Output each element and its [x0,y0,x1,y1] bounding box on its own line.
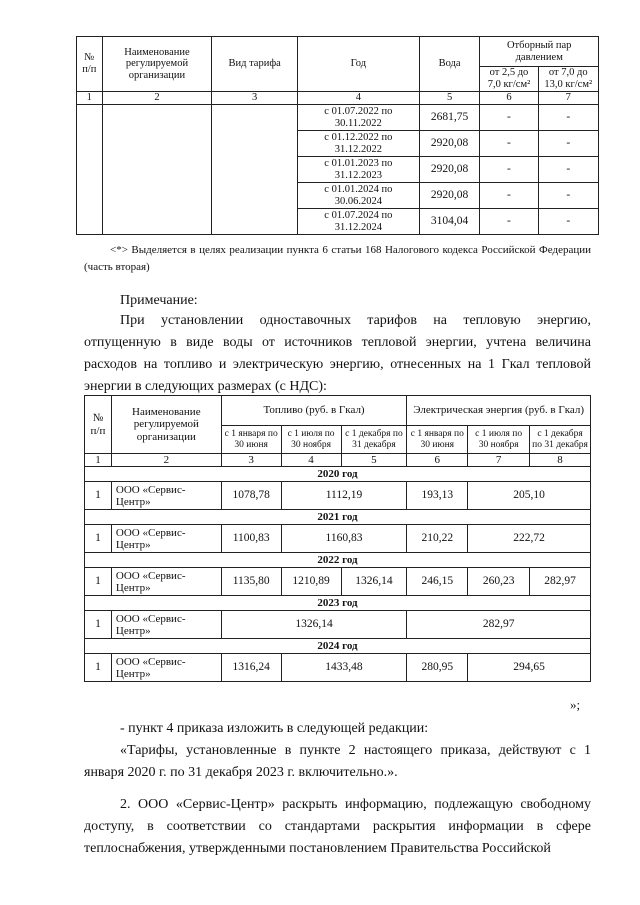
water-cell: 3104,04 [419,209,480,235]
steam-b-cell: - [538,209,598,235]
table-row [85,482,591,510]
col-number: 2 [102,92,212,105]
col-number: 6 [480,92,538,105]
col-number: 5 [419,92,480,105]
header-period-2: с 1 июля по 30 ноября [468,426,530,454]
table-row [85,654,591,682]
header-water: Вода [419,37,480,92]
col-number: 7 [538,92,598,105]
header-tariff-type: Вид тарифа [212,37,298,92]
steam-b-cell: - [538,183,598,209]
fuel-cell: 1135,80 [221,568,281,596]
header-num: № п/п [85,396,112,454]
row-num: 1 [85,654,112,682]
steam-a-cell: - [480,105,538,131]
org-cell: ООО «Сервис-Центр» [111,482,221,510]
row-num: 1 [85,568,112,596]
org-cell: ООО «Сервис-Центр» [111,525,221,553]
steam-a-cell: - [480,131,538,157]
elec-cell: 260,23 [468,568,530,596]
header-period-1: с 1 января по 30 июня [407,426,468,454]
header-fuel: Топливо (руб. в Гкал) [221,396,407,426]
header-period-3: с 1 декабря по 31 декабря [530,426,591,454]
elec-cell: 210,22 [407,525,468,553]
table-row [85,525,591,553]
header-num: № п/п [77,37,103,92]
water-cell: 2920,08 [419,183,480,209]
header-period-3: с 1 декабря по 31 декабря [341,426,407,454]
elec-cell: 222,72 [468,525,591,553]
elec-cell: 282,97 [407,611,591,639]
paragraph-2: 2. ООО «Сервис-Центр» раскрыть информацию, подлежащую свободному доступу, в соответствии со стандартами раскрытия информации в сфере теплоснабжения, утвержденными постановлением Правительства Российской [84,797,591,856]
header-period-1: с 1 января по 30 июня [221,426,281,454]
fuel-cell: 1326,14 [221,611,407,639]
row-num: 1 [85,525,112,553]
header-electricity: Электрическая энергия (руб. в Гкал) [407,396,591,426]
col-number: 6 [407,454,468,467]
elec-cell: 294,65 [468,654,591,682]
note-text: При установлении одноставочных тарифов на тепловую энергию, отпущенную в виде воды от источников тепловой энергии, учтена величина расходов на топливо и электрическую энергию, отнесенных на 1 Гкал тепловой энергии в следующих размерах (с НДС): [84,313,591,394]
elec-cell: 193,13 [407,482,468,510]
water-cell: 2681,75 [419,105,480,131]
steam-b-cell: - [538,157,598,183]
col-number: 4 [297,92,419,105]
col-number: 3 [212,92,298,105]
col-number: 5 [341,454,407,467]
fuel-cell: 1433,48 [281,654,407,682]
year-header: 2021 год [85,510,591,525]
header-steam-b: от 7,0 до 13,0 кг/см² [538,67,598,92]
fuel-cell: 1160,83 [281,525,407,553]
empty-cell [102,105,212,235]
steam-b-cell: - [538,131,598,157]
fuel-energy-table [84,395,591,682]
steam-b-cell: - [538,105,598,131]
elec-cell: 282,97 [530,568,591,596]
org-cell: ООО «Сервис-Центр» [111,568,221,596]
year-header: 2023 год [85,596,591,611]
col-number: 1 [85,454,112,467]
steam-a-cell: - [480,209,538,235]
col-number: 1 [77,92,103,105]
water-cell: 2920,08 [419,157,480,183]
note-title: Примечание: [120,293,198,308]
period-cell: с 01.01.2024 по 30.06.2024 [297,183,419,209]
fuel-cell: 1112,19 [281,482,407,510]
tariff-table [76,36,599,235]
empty-cell [212,105,298,235]
header-org: Наименование регулируемой организации [102,37,212,92]
water-cell: 2920,08 [419,131,480,157]
table-row [85,611,591,639]
period-cell: с 01.12.2022 по 31.12.2022 [297,131,419,157]
closing-mark: »; [570,697,581,712]
row-num: 1 [85,482,112,510]
empty-cell [77,105,103,235]
elec-cell: 205,10 [468,482,591,510]
paragraph-item4: - пункт 4 приказа изложить в следующей редакции: [120,721,429,736]
period-cell: с 01.07.2024 по 31.12.2024 [297,209,419,235]
fuel-cell: 1078,78 [221,482,281,510]
header-org: Наименование регулируемой организации [111,396,221,454]
col-number: 8 [530,454,591,467]
elec-cell: 280,95 [407,654,468,682]
steam-a-cell: - [480,183,538,209]
year-header: 2020 год [85,467,591,482]
table-row [77,105,599,131]
header-steam: Отборный пар давлением [480,37,599,67]
year-header: 2024 год [85,639,591,654]
elec-cell: 246,15 [407,568,468,596]
row-num: 1 [85,611,112,639]
header-year: Год [297,37,419,92]
col-number: 7 [468,454,530,467]
col-number: 3 [221,454,281,467]
org-cell: ООО «Сервис-Центр» [111,611,221,639]
footnote: <*> Выделяется в целях реализации пункта 6 статьи 168 Налогового кодекса Российской Федерации (часть вторая) [84,244,591,273]
col-number: 2 [111,454,221,467]
fuel-cell: 1210,89 [281,568,341,596]
year-header: 2022 год [85,553,591,568]
fuel-cell: 1326,14 [341,568,407,596]
org-cell: ООО «Сервис-Центр» [111,654,221,682]
fuel-cell: 1316,24 [221,654,281,682]
fuel-cell: 1100,83 [221,525,281,553]
header-steam-a: от 2,5 до 7,0 кг/см² [480,67,538,92]
col-number: 4 [281,454,341,467]
period-cell: с 01.01.2023 по 31.12.2023 [297,157,419,183]
paragraph-tariffs: «Тарифы, установленные в пункте 2 настоящего приказа, действуют с 1 января 2020 г. по 31 декабря 2023 г. включительно.». [84,743,591,780]
steam-a-cell: - [480,157,538,183]
period-cell: с 01.07.2022 по 30.11.2022 [297,105,419,131]
table-row [85,568,591,596]
header-period-2: с 1 июля по 30 ноября [281,426,341,454]
